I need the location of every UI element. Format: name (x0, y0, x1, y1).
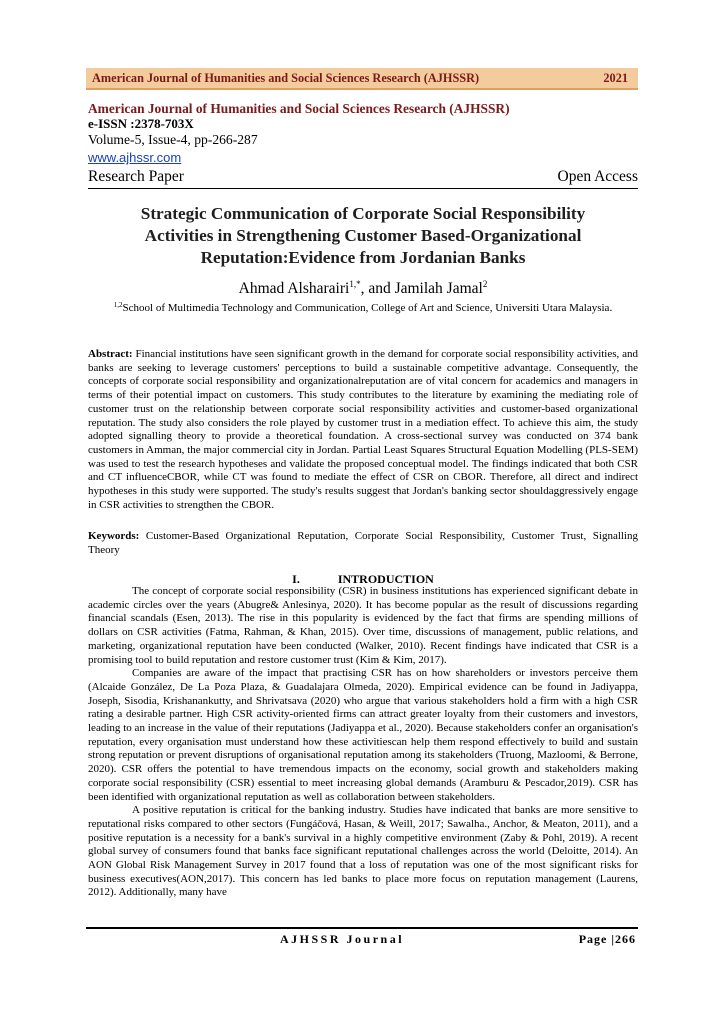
page-footer (86, 931, 638, 947)
page-label: Page | (578, 932, 615, 946)
author-affiliation-mark: 2 (482, 279, 488, 289)
keywords (88, 530, 638, 557)
abstract (88, 348, 638, 512)
banner-year: 2021 (603, 71, 628, 85)
journal-name: American Journal of Humanities and Social Sciences Research (AJHSSR) (88, 101, 510, 116)
paper-type: Research Paper (88, 168, 184, 185)
body-paragraph: Companies are aware of the impact that practising CSR has on how shareholders or investors perceive them (Alcaide González, De La Poza Plaza, & Guadalajara Olmeda, 2020). Empirical evidence can be found in Jadiyappa, Joseph, Sisodia, Krishanankutty, and Shrivatsava (2020) who argue that various stakeholders hold a firm with a high CSR rating a desirable partner. High CSR activity-oriented firms can attract greater loyalty from their customers and investors, leading to an increase in the value of their reputations (Jadiyappa et al., 2020). Because stakeholders confer an organisation's reputation, every organisation must understand how these activitiescan help them respond effectively to build and sustain strong reputation or prevent disruptions of organisational reputation among its stakeholders (Truong, Mazloomi, & Berrone, 2020). CSR offers the potential to have tremendous impacts on the economy, social growth and stakeholders making corporate social responsibility (CSR) essential to meet increasing global demands (Aramburu & Pescador,2019). CSR has been identified with organizational reputation as well as collaboration between stakeholders. (88, 667, 638, 803)
author-list (88, 279, 638, 299)
volume-issue: Volume-5, Issue-4, pp-266-287 (88, 132, 258, 147)
title-line: Strategic Communication of Corporate Social Responsibility (140, 204, 586, 223)
title-line: Activities in Strengthening Customer Based-Organizational (144, 226, 582, 245)
access-type: Open Access (557, 168, 638, 185)
issn: e-ISSN :2378-703X (88, 116, 194, 131)
author-affiliation-mark: 1,* (349, 279, 361, 289)
page-number: 266 (615, 932, 636, 946)
keywords-text: Customer-Based Organizational Reputation, Corporate Social Responsibility, Customer Trust, Signalling Theory (88, 530, 638, 556)
banner-journal-name: American Journal of Humanities and Social Sciences Research (AJHSSR) (92, 71, 480, 85)
footer-divider (86, 927, 638, 929)
title-line: Reputation:Evidence from Jordanian Banks (200, 248, 526, 267)
body-paragraph: A positive reputation is critical for the banking industry. Studies have indicated that banks are more sensitive to reputational risks compared to other sectors (Fungáčová, Hasan, & Weill, 2017; Sawalha., Anchor, & Meaton, 2011), and a positive reputation is a necessity for a bank's survival in a highly competitive environment (Zaby & Pohl, 2019). A recent global survey of consumers found that banks face significant reputational challenges across the world (Deloitte, 2014). An AON Global Risk Management Survey in 2017 found that a loss of reputation was one of the most significant risks for business executives(AON,2017). This concern has led banks to place more focus on reputation management (Laurens, 2012). Additionally, many have (88, 804, 638, 899)
author-name: Jamilah Jamal (394, 280, 483, 297)
author-name: Ahmad Alsharairi (238, 280, 350, 297)
header-divider (88, 188, 638, 189)
banner-divider (86, 88, 638, 90)
affiliation-text: School of Multimedia Technology and Communication, College of Art and Science, Universiti Utara Malaysia. (122, 302, 613, 314)
section-heading (88, 572, 638, 586)
journal-url-link[interactable]: www.ajhssr.com (88, 150, 182, 165)
section-number: I. (292, 572, 300, 586)
section-title: INTRODUCTION (337, 572, 434, 586)
paper-title (88, 203, 638, 269)
journal-banner (86, 68, 638, 88)
body-paragraph: The concept of corporate social responsibility (CSR) in business institutions has experienced significant debate in academic circles over the years (Abugre& Anlesinya, 2020). It has become popular as the result of discussions regarding financial scandals (Esen, 2013). The rise in this popularity is evidenced by the fact that firms are spending millions of dollars on CSR activities (Fatma, Rahman, & Khan, 2015). Over time, discussions of management, public relations, and marketing, organizational reputation have been conducted (Walker, 2010). Recent findings have indicated that CSR is a promising tool to build reputation and restore customer trust (Kim & Kim, 2017). (88, 585, 638, 666)
footer-journal: AJHSSR Journal (280, 932, 405, 946)
paper-type-row (88, 167, 638, 187)
introduction-body (88, 585, 638, 900)
page-number-block (579, 931, 636, 947)
keywords-label: Keywords: (88, 530, 140, 542)
author-separator: , and (360, 280, 395, 297)
affiliation (100, 301, 626, 316)
abstract-label: Abstract: (88, 348, 133, 360)
affiliation-mark: 1,2 (113, 301, 123, 309)
abstract-text: Financial institutions have seen significant growth in the demand for corporate social responsibility activities, and banks are seeking to leverage customers' perceptions to build a sustainable competitive advantage. Consequently, the concepts of corporate social responsibility and organizationalreputation are of vital concern for academics and managers in terms of their potential impact on customers. This study contributes to the literature by examining the mediating role of customer trust on the relationship between corporate social responsibility activities and customer-based organizational reputation. The study also considers the role played by customer trust in a mediation effect. To achieve this aim, the study adopted signalling theory to provide a theoretical foundation. A cross-sectional survey was conducted on 374 bank customers in Amman, the major commercial city in Jordan. Partial Least Squares Structural Equation Modelling (PLS-SEM) was used to test the research hypotheses and validate the proposed conceptual model. The findings indicated that both CSR and CT influenceCBOR, while CT was found to mediate the effect of CSR on CBOR. Therefore, all direct and indirect hypotheses in this study were supported. The study's results suggest that Jordan's banking sector shouldaggressively engage in CSR activities to strengthen the CBOR. (88, 348, 638, 511)
